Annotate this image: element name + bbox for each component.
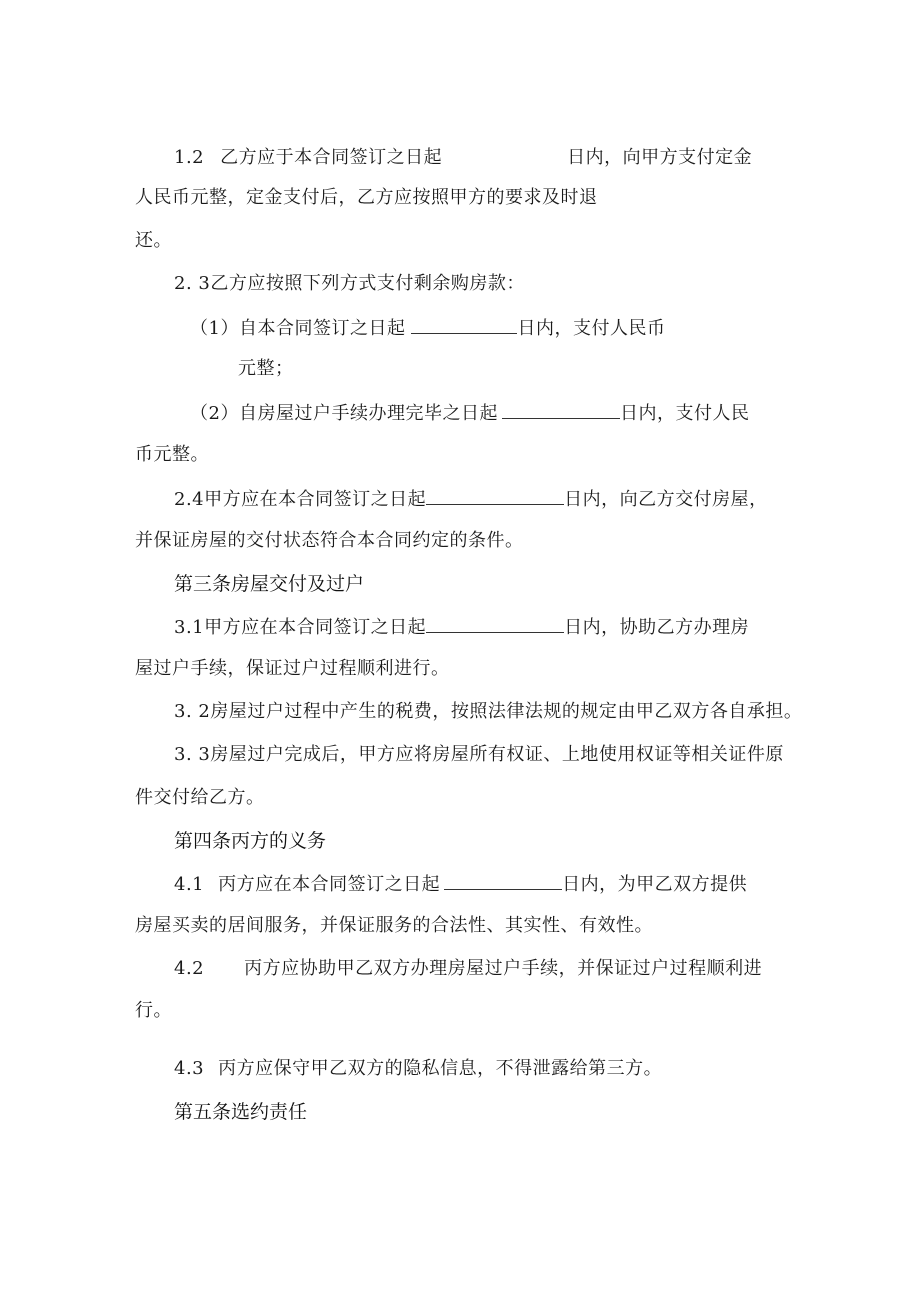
- clause-text: 房屋过户过程中产生的税费，按照法律法规的规定由甲乙双方各自承担。: [210, 701, 803, 722]
- clause-number: 4.2: [174, 958, 205, 979]
- blank-field: [426, 486, 564, 505]
- section-heading-5: 第五条选约责任: [174, 1101, 308, 1123]
- clause-4-1-line-2: 房屋买卖的居间服务，并保证服务的合法性、其实性、有效性。: [135, 915, 653, 936]
- clause-text: 丙方应保守甲乙双方的隐私信息，不得泄露给第三方。: [218, 1058, 663, 1079]
- clause-2-3: [174, 272, 525, 296]
- clause-text: 房屋过户完成后，甲方应将房屋所有权证、上地使用权证等相关证件原: [210, 744, 784, 765]
- clause-text: 丙方应在本合同签订之日起: [218, 874, 441, 895]
- clause-number: 4.1: [174, 874, 205, 895]
- clause-text: 甲方应在本合同签订之日起: [204, 489, 427, 510]
- clause-number: 3.1: [174, 617, 205, 638]
- clause-number: 1.2: [174, 147, 205, 168]
- clause-3-1-line-2: 屋过户手续，保证过户过程顺利进行。: [135, 658, 450, 679]
- clause-text: 乙方应于本合同签订之日起: [220, 147, 443, 168]
- clause-4-1-line-1: [174, 871, 747, 897]
- clause-4-3: [174, 1057, 662, 1081]
- clause-2-3-item-2-line-1: [190, 400, 749, 426]
- clause-number: 4.3: [174, 1058, 205, 1079]
- clause-1-2-line-2: 人民币元整，定金支付后，乙方应按照甲方的要求及时退: [135, 187, 598, 208]
- clause-number: 3. 3: [174, 744, 211, 765]
- clause-text: 日内，支付人民: [619, 403, 750, 424]
- blank-field: [444, 871, 562, 890]
- clause-text: 日内，协助乙方办理房: [564, 617, 750, 638]
- blank-field: [411, 315, 517, 334]
- clause-number: 2. 3: [174, 273, 211, 294]
- clause-2-3-item-2-line-2: 币元整。: [135, 444, 209, 465]
- clause-text: 日内，为甲乙双方提供: [562, 874, 748, 895]
- clause-4-2-line-2: 行。: [135, 1000, 172, 1021]
- clause-1-2-line-1: [174, 146, 752, 170]
- blank-field: [426, 614, 564, 633]
- clause-number: 3. 2: [174, 701, 211, 722]
- clause-2-4-line-2: 并保证房屋的交付状态符合本合同约定的条件。: [135, 530, 524, 551]
- clause-2-3-item-1-line-1: [190, 315, 665, 341]
- item-label: （2）: [190, 403, 239, 424]
- clause-1-2-line-3: 还。: [135, 230, 172, 251]
- clause-4-2-line-1: [174, 957, 762, 981]
- section-heading-4: 第四条丙方的义务: [174, 830, 327, 852]
- clause-text: 日内，向乙方交付房屋，: [564, 489, 768, 510]
- clause-text: 甲方应在本合同签订之日起: [204, 617, 427, 638]
- item-label: （1）: [190, 318, 239, 339]
- clause-3-3-line-2: 件交付给乙方。: [135, 787, 265, 808]
- section-heading-3: 第三条房屋交付及过户: [174, 573, 365, 595]
- clause-text: 丙方应协助甲乙双方办理房屋过户手续，并保证过户过程顺利进: [244, 958, 763, 979]
- clause-3-3-line-1: [174, 743, 784, 767]
- clause-2-3-item-1-line-2: 元整；: [238, 358, 294, 379]
- clause-text: 日内，向甲方支付定金: [567, 147, 753, 168]
- clause-text: 自房屋过户手续办理完毕之日起: [238, 403, 498, 424]
- clause-3-1-line-1: [174, 614, 749, 640]
- clause-3-2: [174, 700, 802, 724]
- clause-text: 自本合同签订之日起: [238, 318, 406, 339]
- clause-2-4-line-1: [174, 486, 768, 512]
- clause-text: 日内，支付人民币: [517, 318, 666, 339]
- blank-field: [502, 400, 620, 419]
- clause-number: 2.4: [174, 489, 205, 510]
- clause-text: 乙方应按照下列方式支付剩余购房款：: [210, 273, 525, 294]
